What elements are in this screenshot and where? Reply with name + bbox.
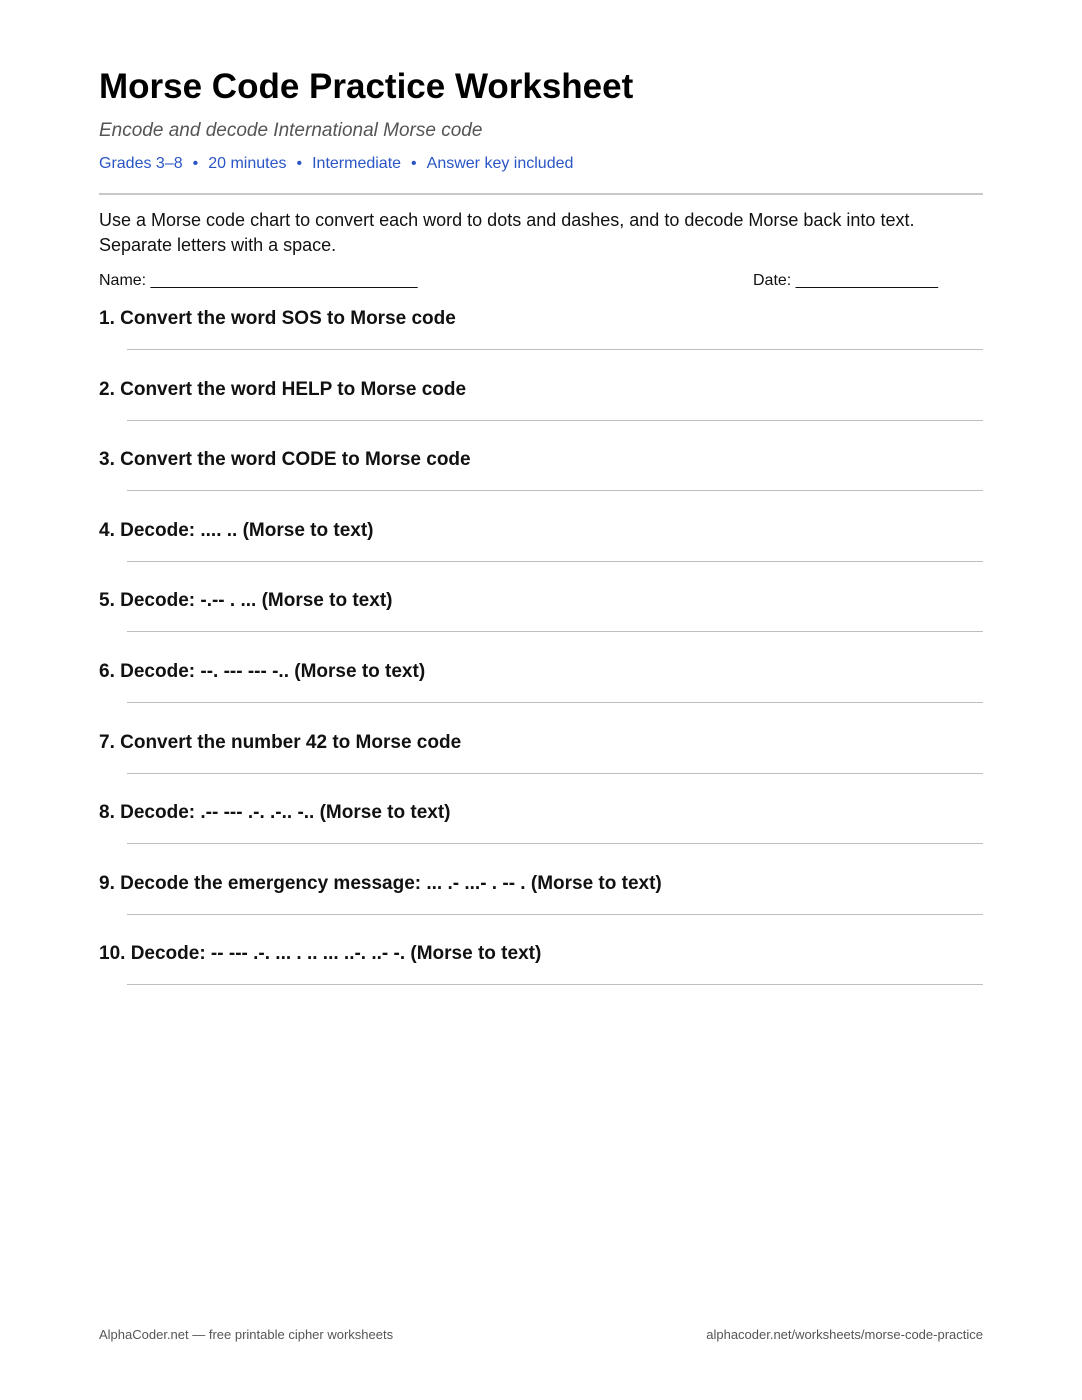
question-text: 8. Decode: .-- --- .-. .-.. -.. (Morse to text) bbox=[99, 802, 451, 824]
meta-grades: Grades 3–8 bbox=[99, 155, 183, 172]
answer-line bbox=[127, 914, 983, 915]
answer-line bbox=[127, 561, 983, 562]
answer-line bbox=[127, 773, 983, 774]
header-divider bbox=[99, 193, 983, 195]
question-item bbox=[99, 730, 983, 801]
page-title: Morse Code Practice Worksheet bbox=[99, 67, 634, 106]
question-item bbox=[99, 306, 983, 377]
worksheet-page bbox=[99, 0, 983, 1400]
question-list bbox=[99, 306, 983, 1012]
question-text: 3. Convert the word CODE to Morse code bbox=[99, 449, 471, 471]
question-item bbox=[99, 447, 983, 518]
date-field: Date: ________________ bbox=[753, 272, 939, 289]
answer-line bbox=[127, 420, 983, 421]
meta-duration: 20 minutes bbox=[208, 155, 287, 172]
question-text: 9. Decode the emergency message: ... .- ...- . -- . (Morse to text) bbox=[99, 872, 662, 894]
meta-separator: • bbox=[296, 155, 303, 172]
meta-answer-key: Answer key included bbox=[426, 155, 574, 172]
page-subtitle: Encode and decode International Morse code bbox=[99, 120, 483, 141]
question-text: 4. Decode: .... .. (Morse to text) bbox=[99, 519, 374, 541]
instructions: Use a Morse code chart to convert each word to dots and dashes, and to decode Morse back into text. Separate letters with a space. bbox=[99, 210, 915, 255]
footer-url: alphacoder.net/worksheets/morse-code-practice bbox=[706, 1327, 983, 1342]
question-text: 10. Decode: -- --- .-. ... . .. ... ..-. ..- -. (Morse to text) bbox=[99, 943, 542, 965]
question-item bbox=[99, 659, 983, 730]
meta-separator: • bbox=[192, 155, 199, 172]
meta-separator: • bbox=[411, 155, 417, 172]
question-text: 5. Decode: -.-- . ... (Morse to text) bbox=[99, 590, 393, 612]
answer-line bbox=[127, 349, 983, 350]
question-item bbox=[99, 941, 983, 1012]
answer-line bbox=[127, 843, 983, 844]
question-item bbox=[99, 871, 983, 942]
question-item bbox=[99, 518, 983, 589]
meta-level: Intermediate bbox=[312, 155, 402, 172]
question-text: 7. Convert the number 42 to Morse code bbox=[99, 731, 462, 753]
answer-line bbox=[127, 631, 983, 632]
question-item bbox=[99, 800, 983, 871]
footer-site-credit: AlphaCoder.net — free printable cipher worksheets bbox=[99, 1327, 394, 1342]
name-field: Name: ______________________________ bbox=[99, 272, 418, 289]
question-text: 6. Decode: --. --- --- -.. (Morse to text) bbox=[99, 660, 426, 682]
question-item bbox=[99, 377, 983, 448]
answer-line bbox=[127, 490, 983, 491]
question-text: 1. Convert the word SOS to Morse code bbox=[99, 308, 456, 329]
answer-line bbox=[127, 702, 983, 703]
question-item bbox=[99, 588, 983, 659]
worksheet-meta bbox=[99, 154, 573, 174]
question-text: 2. Convert the word HELP to Morse code bbox=[99, 378, 467, 400]
answer-line bbox=[127, 984, 983, 985]
